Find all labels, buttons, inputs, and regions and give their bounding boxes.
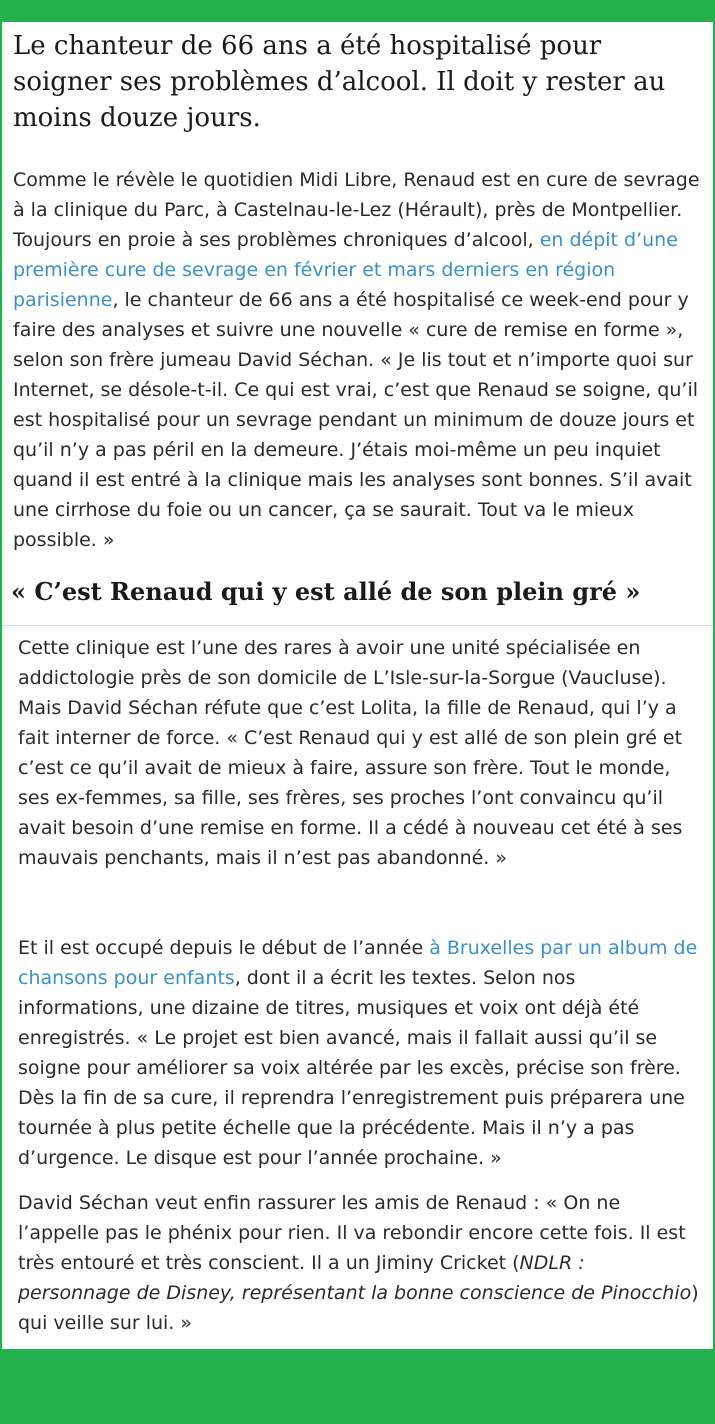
article-lead: Le chanteur de 66 ans a été hospitalisé pour soigner ses problèmes d’alcool. Il doit y rester au moins douze jours. [13, 31, 666, 133]
article-paragraph-4 [18, 1188, 703, 1338]
paragraph-text: , dont il a écrit les textes. Selon nos informations, une dizaine de titres, musiques et voix ont déjà été enregistrés. « Le projet est bien avancé, mais il fallait aussi qu’il se soigne pour améliorer sa voix altérée par les excès, précise son frère. Dès la fin de sa cure, il reprendra l’enregistrement puis préparera une tournée à plus petite échelle que la précédente. Mais il n’y a pas d’urgence. Le disque est pour l’année prochaine. » [18, 967, 685, 1169]
link-first-cure[interactable]: en dépit d’une première cure de sevrage en février et mars derniers en région parisienne [13, 229, 678, 311]
article-subtitle: « C’est Renaud qui y est allé de son plein gré » [11, 577, 641, 606]
paragraph-text: ) qui veille sur lui. » [18, 1282, 699, 1334]
article-paragraph-3 [18, 933, 703, 1173]
article-paragraph-2: Cette clinique est l’une des rares à avoir une unité spécialisée en addictologie près de son domicile de L’Isle-sur-la-Sorgue (Vaucluse). Mais David Séchan réfute que c’est Lolita, la fille de Renaud, qui l’y a fait interner de force. « C’est Renaud qui y est allé de son plein gré et c’est ce qu’il avait de mieux à faire, assure son frère. Tout le monde, ses ex-femmes, sa fille, ses frères, ses proches l’ont convaincu qu’il avait besoin d’une remise en forme. Il a cédé à nouveau cet été à ses mauvais penchants, mais il n’est pas abandonné. » [18, 637, 683, 869]
paragraph-text: Comme le révèle le quotidien Midi Libre, Renaud est en cure de sevrage à la clinique du Parc, à Castelnau-le-Lez (Hérault), près de Montpellier. Toujours en proie à ses problèmes chroniques d’alcool, [13, 169, 700, 251]
editor-note: NDLR : personnage de Disney, représentant la bonne conscience de Pinocchio [18, 1252, 692, 1304]
article-paragraph-1 [13, 165, 703, 555]
paragraph-text: Et il est occupé depuis le début de l’année [18, 937, 430, 959]
link-brussels-album[interactable]: à Bruxelles par un album de chansons pour enfants [18, 937, 698, 989]
paragraph-text: , le chanteur de 66 ans a été hospitalisé ce week-end pour y faire des analyses et suivre une nouvelle « cure de remise en forme », selon son frère jumeau David Séchan. « Je lis tout et n’importe quoi sur Internet, se désole-t-il. Ce qui est vrai, c’est que Renaud se soigne, qu’il est hospitalisé pour un sevrage pendant un minimum de douze jours et qu’il n’y a pas péril en la demeure. J’étais moi-même un peu inquiet quand il est entré à la clinique mais les analyses sont bonnes. S’il avait une cirrhose du foie ou un cancer, ça se saurait. Tout va le mieux possible. » [13, 289, 699, 551]
paragraph-text: David Séchan veut enfin rassurer les amis de Renaud : « On ne l’appelle pas le phénix pour rien. Il va rebondir encore cette fois. Il est très entouré et très conscient. Il a un Jiminy Cricket ( [18, 1192, 686, 1274]
